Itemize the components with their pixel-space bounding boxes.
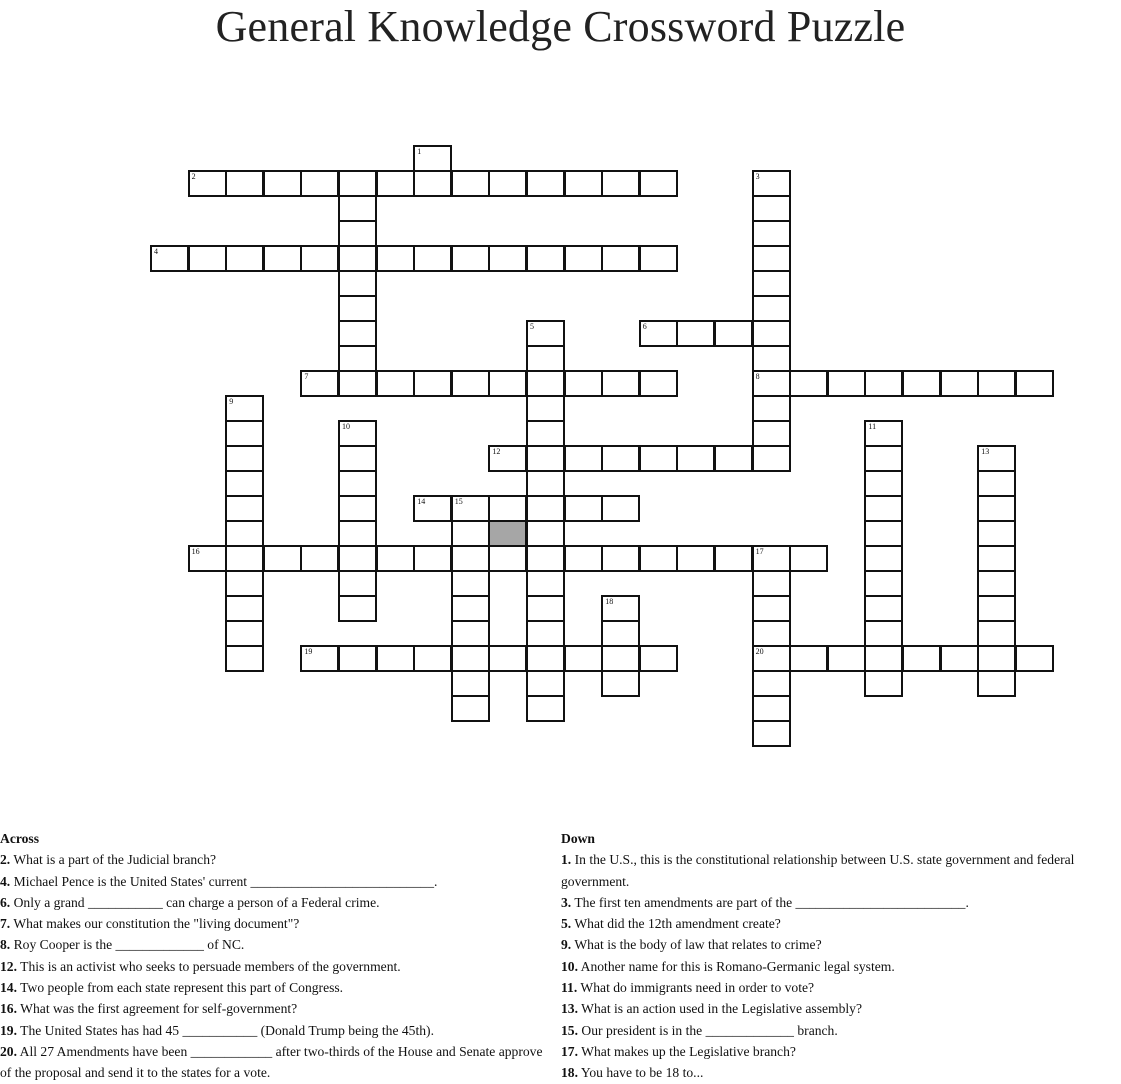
grid-cell[interactable] — [300, 645, 339, 672]
clue-number: 1 — [417, 147, 422, 156]
grid-cell[interactable] — [676, 320, 715, 347]
clue-number: 11. — [561, 980, 578, 996]
grid-cell[interactable] — [451, 370, 490, 397]
grid-cell[interactable] — [488, 245, 527, 272]
across-clue — [0, 977, 555, 998]
grid-cell[interactable] — [601, 670, 640, 697]
grid-cell[interactable] — [752, 320, 791, 347]
clue-text: Two people from each state represent this part of Congress. — [17, 980, 344, 996]
grid-cell[interactable] — [413, 545, 452, 572]
across-clue — [0, 871, 555, 892]
grid-cell[interactable] — [564, 170, 603, 197]
grid-cell[interactable] — [300, 545, 339, 572]
grid-cell[interactable] — [752, 545, 791, 572]
grid-cell[interactable] — [300, 245, 339, 272]
clue-text: What makes our constitution the "living document"? — [10, 916, 300, 932]
grid-cell[interactable] — [977, 520, 1016, 547]
grid-cell[interactable] — [338, 320, 377, 347]
grid-cell[interactable] — [526, 245, 565, 272]
down-clues — [561, 828, 1111, 1084]
clue-number: 20. — [0, 1043, 17, 1059]
grid-cell[interactable] — [526, 520, 565, 547]
clue-number: 1. — [561, 852, 572, 868]
grid-cell[interactable] — [752, 370, 791, 397]
clue-number: 15. — [561, 1022, 578, 1038]
grid-cell[interactable] — [977, 670, 1016, 697]
grid-cell[interactable] — [338, 370, 377, 397]
grid-cell[interactable] — [940, 370, 979, 397]
grid-cell[interactable] — [488, 445, 527, 472]
grid-cell[interactable] — [564, 445, 603, 472]
grid-cell[interactable] — [526, 695, 565, 722]
clue-number: 17 — [755, 547, 764, 556]
clue-text: This is an activist who seeks to persuade members of the government. — [17, 958, 401, 974]
grid-cell[interactable] — [639, 320, 678, 347]
grid-cell[interactable] — [451, 170, 490, 197]
grid-cell[interactable] — [752, 695, 791, 722]
clue-text: What was the first agreement for self-government? — [17, 1001, 298, 1017]
grid-cell[interactable] — [789, 370, 828, 397]
grid-cell[interactable] — [977, 645, 1016, 672]
clue-number: 6 — [642, 322, 647, 331]
grid-cell[interactable] — [338, 270, 377, 297]
grid-cell[interactable] — [864, 445, 903, 472]
clue-number: 16 — [191, 547, 200, 556]
grid-cell[interactable] — [639, 545, 678, 572]
clue-number: 17. — [561, 1043, 578, 1059]
clue-number: 14 — [417, 497, 426, 506]
grid-cell[interactable] — [752, 295, 791, 322]
grid-cell[interactable] — [902, 645, 941, 672]
across-clue — [0, 1020, 555, 1041]
grid-cell[interactable] — [864, 645, 903, 672]
grid-cell[interactable] — [752, 195, 791, 222]
grid-cell[interactable] — [864, 570, 903, 597]
clue-text: What is an action used in the Legislative assembly? — [578, 1001, 863, 1017]
grid-cell[interactable] — [225, 470, 264, 497]
grid-cell[interactable] — [564, 245, 603, 272]
clue-number: 19. — [0, 1022, 17, 1038]
grid-cell[interactable] — [789, 645, 828, 672]
grid-cell[interactable] — [601, 545, 640, 572]
grid-cell[interactable] — [714, 445, 753, 472]
grid-cell[interactable] — [225, 420, 264, 447]
grid-cell[interactable] — [526, 545, 565, 572]
grid-cell[interactable] — [752, 170, 791, 197]
clue-text: Only a grand ___________ can charge a person of a Federal crime. — [10, 894, 380, 910]
grid-cell[interactable] — [1015, 370, 1054, 397]
grid-cell[interactable] — [263, 245, 302, 272]
grid-cell[interactable] — [564, 370, 603, 397]
down-clue — [561, 849, 1111, 892]
grid-cell[interactable] — [601, 245, 640, 272]
grid-cell[interactable] — [564, 545, 603, 572]
grid-cell[interactable] — [376, 545, 415, 572]
grid-cell[interactable] — [338, 545, 377, 572]
clue-number: 19 — [304, 647, 313, 656]
clue-number: 11 — [868, 422, 877, 431]
down-clue — [561, 1041, 1111, 1062]
grid-cell[interactable] — [564, 495, 603, 522]
grid-cell[interactable] — [639, 645, 678, 672]
clue-number: 18. — [561, 1065, 578, 1081]
grid-cell[interactable] — [263, 545, 302, 572]
grid-cell[interactable] — [413, 145, 452, 172]
clue-text: Michael Pence is the United States' current ___________________________. — [10, 873, 438, 889]
grid-cell[interactable] — [488, 545, 527, 572]
grid-cell[interactable] — [752, 345, 791, 372]
clue-text: What do immigrants need in order to vote? — [577, 980, 815, 996]
grid-cell[interactable] — [451, 495, 490, 522]
grid-cell[interactable] — [752, 670, 791, 697]
grid-cell[interactable] — [864, 470, 903, 497]
grid-cell[interactable] — [413, 645, 452, 672]
grid-cell[interactable] — [526, 670, 565, 697]
grid-cell[interactable] — [225, 445, 264, 472]
down-clue — [561, 1020, 1111, 1041]
grid-cell[interactable] — [977, 445, 1016, 472]
grid-cell[interactable] — [864, 370, 903, 397]
clue-text: Our president is in the _____________ branch. — [578, 1022, 838, 1038]
grid-cell[interactable] — [639, 170, 678, 197]
clue-number: 13 — [981, 447, 990, 456]
grid-cell[interactable] — [376, 370, 415, 397]
grid-cell[interactable] — [601, 620, 640, 647]
grid-cell[interactable] — [864, 545, 903, 572]
grid-cell[interactable] — [789, 545, 828, 572]
clue-number: 3 — [755, 172, 760, 181]
clue-number: 8. — [0, 937, 11, 953]
grid-cell[interactable] — [601, 645, 640, 672]
grid-cell[interactable] — [977, 570, 1016, 597]
grid-cell[interactable] — [526, 420, 565, 447]
grid-cell[interactable] — [676, 445, 715, 472]
clue-number: 10 — [342, 422, 350, 431]
clue-text: What is a part of the Judicial branch? — [10, 852, 217, 868]
grid-cell[interactable] — [526, 170, 565, 197]
grid-cell[interactable] — [940, 645, 979, 672]
clue-number: 15 — [454, 497, 463, 506]
grid-cell[interactable] — [225, 170, 264, 197]
grid-cell[interactable] — [413, 245, 452, 272]
down-clue — [561, 998, 1111, 1019]
grid-cell[interactable] — [338, 495, 377, 522]
clue-number: 5. — [561, 916, 572, 932]
across-clue — [0, 1041, 555, 1084]
grid-cell[interactable] — [338, 470, 377, 497]
grid-cell[interactable] — [564, 645, 603, 672]
across-clue — [0, 892, 555, 913]
grid-cell[interactable] — [413, 495, 452, 522]
clue-number: 8 — [755, 372, 760, 381]
grid-cell[interactable] — [225, 595, 264, 622]
grid-cell[interactable] — [864, 520, 903, 547]
grid-cell[interactable] — [977, 470, 1016, 497]
down-clue — [561, 1062, 1111, 1083]
grid-cell[interactable] — [225, 645, 264, 672]
grid-cell[interactable] — [225, 570, 264, 597]
grid-cell[interactable] — [639, 445, 678, 472]
grid-cell[interactable] — [338, 445, 377, 472]
grid-cell[interactable] — [601, 370, 640, 397]
grid-cell[interactable] — [827, 370, 866, 397]
clue-number: 10. — [561, 958, 578, 974]
grid-cell[interactable] — [977, 495, 1016, 522]
clue-number: 5 — [530, 322, 534, 331]
grid-cell[interactable] — [526, 320, 565, 347]
grid-cell[interactable] — [451, 695, 490, 722]
grid-cell[interactable] — [338, 420, 377, 447]
clue-number: 4 — [154, 247, 158, 256]
down-clue — [561, 934, 1111, 955]
grid-cell[interactable] — [300, 370, 339, 397]
clue-text: In the U.S., this is the constitutional relationship between U.S. state government and federal government. — [561, 852, 1075, 889]
grid-cell[interactable] — [488, 170, 527, 197]
grid-cell[interactable] — [752, 220, 791, 247]
grid-cell[interactable] — [225, 395, 264, 422]
grid-cell[interactable] — [300, 170, 339, 197]
grid-cell[interactable] — [451, 645, 490, 672]
grid-cell[interactable] — [488, 645, 527, 672]
across-clue-list — [0, 849, 555, 1083]
clue-text: You have to be 18 to... — [578, 1065, 704, 1081]
grid-cell[interactable] — [977, 595, 1016, 622]
grid-cell[interactable] — [338, 170, 377, 197]
grid-cell[interactable] — [526, 395, 565, 422]
clue-number: 6. — [0, 894, 11, 910]
down-clue — [561, 913, 1111, 934]
grid-cell[interactable] — [977, 620, 1016, 647]
grid-cell[interactable] — [714, 320, 753, 347]
grid-cell[interactable] — [338, 220, 377, 247]
grid-cell[interactable] — [601, 445, 640, 472]
clue-text: The United States has had 45 ___________ (Donald Trump being the 45th). — [17, 1022, 434, 1038]
grid-cell[interactable] — [451, 245, 490, 272]
clue-number: 2. — [0, 852, 11, 868]
clue-text: Another name for this is Romano-Germanic legal system. — [578, 958, 895, 974]
grid-cell[interactable] — [752, 570, 791, 597]
grid-cell[interactable] — [451, 570, 490, 597]
grid-cell[interactable] — [526, 345, 565, 372]
clue-number: 2 — [191, 172, 196, 181]
grid-cell[interactable] — [864, 620, 903, 647]
clue-text: The first ten amendments are part of the _________________________. — [571, 894, 969, 910]
clue-number: 9 — [229, 397, 234, 406]
clue-number: 14. — [0, 980, 17, 996]
grid-cell[interactable] — [338, 645, 377, 672]
clue-number: 9. — [561, 937, 572, 953]
clue-text: All 27 Amendments have been ____________ after two-thirds of the House and Senate approve of the proposal and send it to the states for a vote. — [0, 1043, 543, 1081]
grid-cell[interactable] — [526, 470, 565, 497]
grid-cell[interactable] — [338, 195, 377, 222]
clue-text: What makes up the Legislative branch? — [578, 1043, 796, 1059]
down-heading: Down — [561, 831, 595, 846]
grid-cell[interactable] — [225, 545, 264, 572]
grid-cell[interactable] — [752, 595, 791, 622]
across-clue — [0, 934, 555, 955]
grid-cell[interactable] — [376, 170, 415, 197]
grid-cell[interactable] — [714, 545, 753, 572]
grid-cell[interactable] — [752, 445, 791, 472]
grid-cell[interactable] — [902, 370, 941, 397]
grid-cell[interactable] — [338, 570, 377, 597]
clue-number: 3. — [561, 894, 572, 910]
clue-number: 13. — [561, 1001, 578, 1017]
grid-cell[interactable] — [864, 495, 903, 522]
puzzle-title: General Knowledge Crossword Puzzle — [215, 2, 906, 51]
grid-cell[interactable] — [338, 595, 377, 622]
grid-cell[interactable] — [451, 670, 490, 697]
grid-cell[interactable] — [376, 245, 415, 272]
down-clue — [561, 977, 1111, 998]
shaded-cell — [488, 520, 527, 547]
grid-cell[interactable] — [526, 570, 565, 597]
grid-cell[interactable] — [864, 595, 903, 622]
grid-cell[interactable] — [601, 495, 640, 522]
grid-cell[interactable] — [225, 620, 264, 647]
grid-cell[interactable] — [526, 645, 565, 672]
grid-cell[interactable] — [526, 445, 565, 472]
grid-cell[interactable] — [488, 495, 527, 522]
grid-cell[interactable] — [451, 520, 490, 547]
grid-cell[interactable] — [601, 595, 640, 622]
grid-cell[interactable] — [150, 245, 189, 272]
across-heading: Across — [0, 831, 40, 846]
across-clue — [0, 998, 555, 1019]
clue-number: 16. — [0, 1001, 17, 1017]
across-clue — [0, 849, 555, 870]
grid-cell[interactable] — [827, 645, 866, 672]
grid-cell[interactable] — [225, 495, 264, 522]
clue-text: What did the 12th amendment create? — [571, 916, 781, 932]
grid-cell[interactable] — [639, 245, 678, 272]
grid-cell[interactable] — [977, 545, 1016, 572]
grid-cell[interactable] — [263, 170, 302, 197]
grid-cell[interactable] — [752, 420, 791, 447]
grid-cell[interactable] — [526, 370, 565, 397]
clue-text: What is the body of law that relates to crime? — [571, 937, 822, 953]
grid-cell[interactable] — [601, 170, 640, 197]
grid-cell[interactable] — [1015, 645, 1054, 672]
grid-cell[interactable] — [752, 720, 791, 747]
grid-cell[interactable] — [451, 595, 490, 622]
down-clue — [561, 956, 1111, 977]
clue-number: 12 — [492, 447, 501, 456]
grid-cell[interactable] — [977, 370, 1016, 397]
grid-cell[interactable] — [676, 545, 715, 572]
clue-number: 4. — [0, 873, 11, 889]
grid-cell[interactable] — [752, 245, 791, 272]
across-clue — [0, 913, 555, 934]
grid-cell[interactable] — [338, 520, 377, 547]
grid-cell[interactable] — [188, 245, 227, 272]
grid-cell[interactable] — [338, 245, 377, 272]
across-clue — [0, 956, 555, 977]
grid-cell[interactable] — [413, 370, 452, 397]
grid-cell[interactable] — [488, 370, 527, 397]
grid-cell[interactable] — [864, 670, 903, 697]
grid-cell[interactable] — [225, 520, 264, 547]
grid-cell[interactable] — [413, 170, 452, 197]
grid-cell[interactable] — [752, 395, 791, 422]
grid-cell[interactable] — [526, 495, 565, 522]
clue-text: Roy Cooper is the _____________ of NC. — [10, 937, 245, 953]
clue-number: 12. — [0, 958, 17, 974]
grid-cell[interactable] — [526, 595, 565, 622]
grid-cell[interactable] — [376, 645, 415, 672]
clue-number: 7 — [304, 372, 309, 381]
grid-cell[interactable] — [526, 620, 565, 647]
down-clue-list — [561, 849, 1111, 1083]
grid-cell[interactable] — [451, 545, 490, 572]
grid-cell[interactable] — [188, 170, 227, 197]
grid-cell[interactable] — [188, 545, 227, 572]
down-clue — [561, 892, 1111, 913]
grid-cell[interactable] — [752, 270, 791, 297]
grid-cell[interactable] — [752, 620, 791, 647]
grid-cell[interactable] — [639, 370, 678, 397]
clue-number: 7. — [0, 916, 11, 932]
clue-number: 18 — [605, 597, 614, 606]
grid-cell[interactable] — [451, 620, 490, 647]
grid-cell[interactable] — [225, 245, 264, 272]
grid-cell[interactable] — [338, 345, 377, 372]
grid-cell[interactable] — [752, 645, 791, 672]
grid-cell[interactable] — [338, 295, 377, 322]
across-clues — [0, 828, 555, 1084]
grid-cell[interactable] — [864, 420, 903, 447]
clue-number: 20 — [755, 647, 764, 656]
